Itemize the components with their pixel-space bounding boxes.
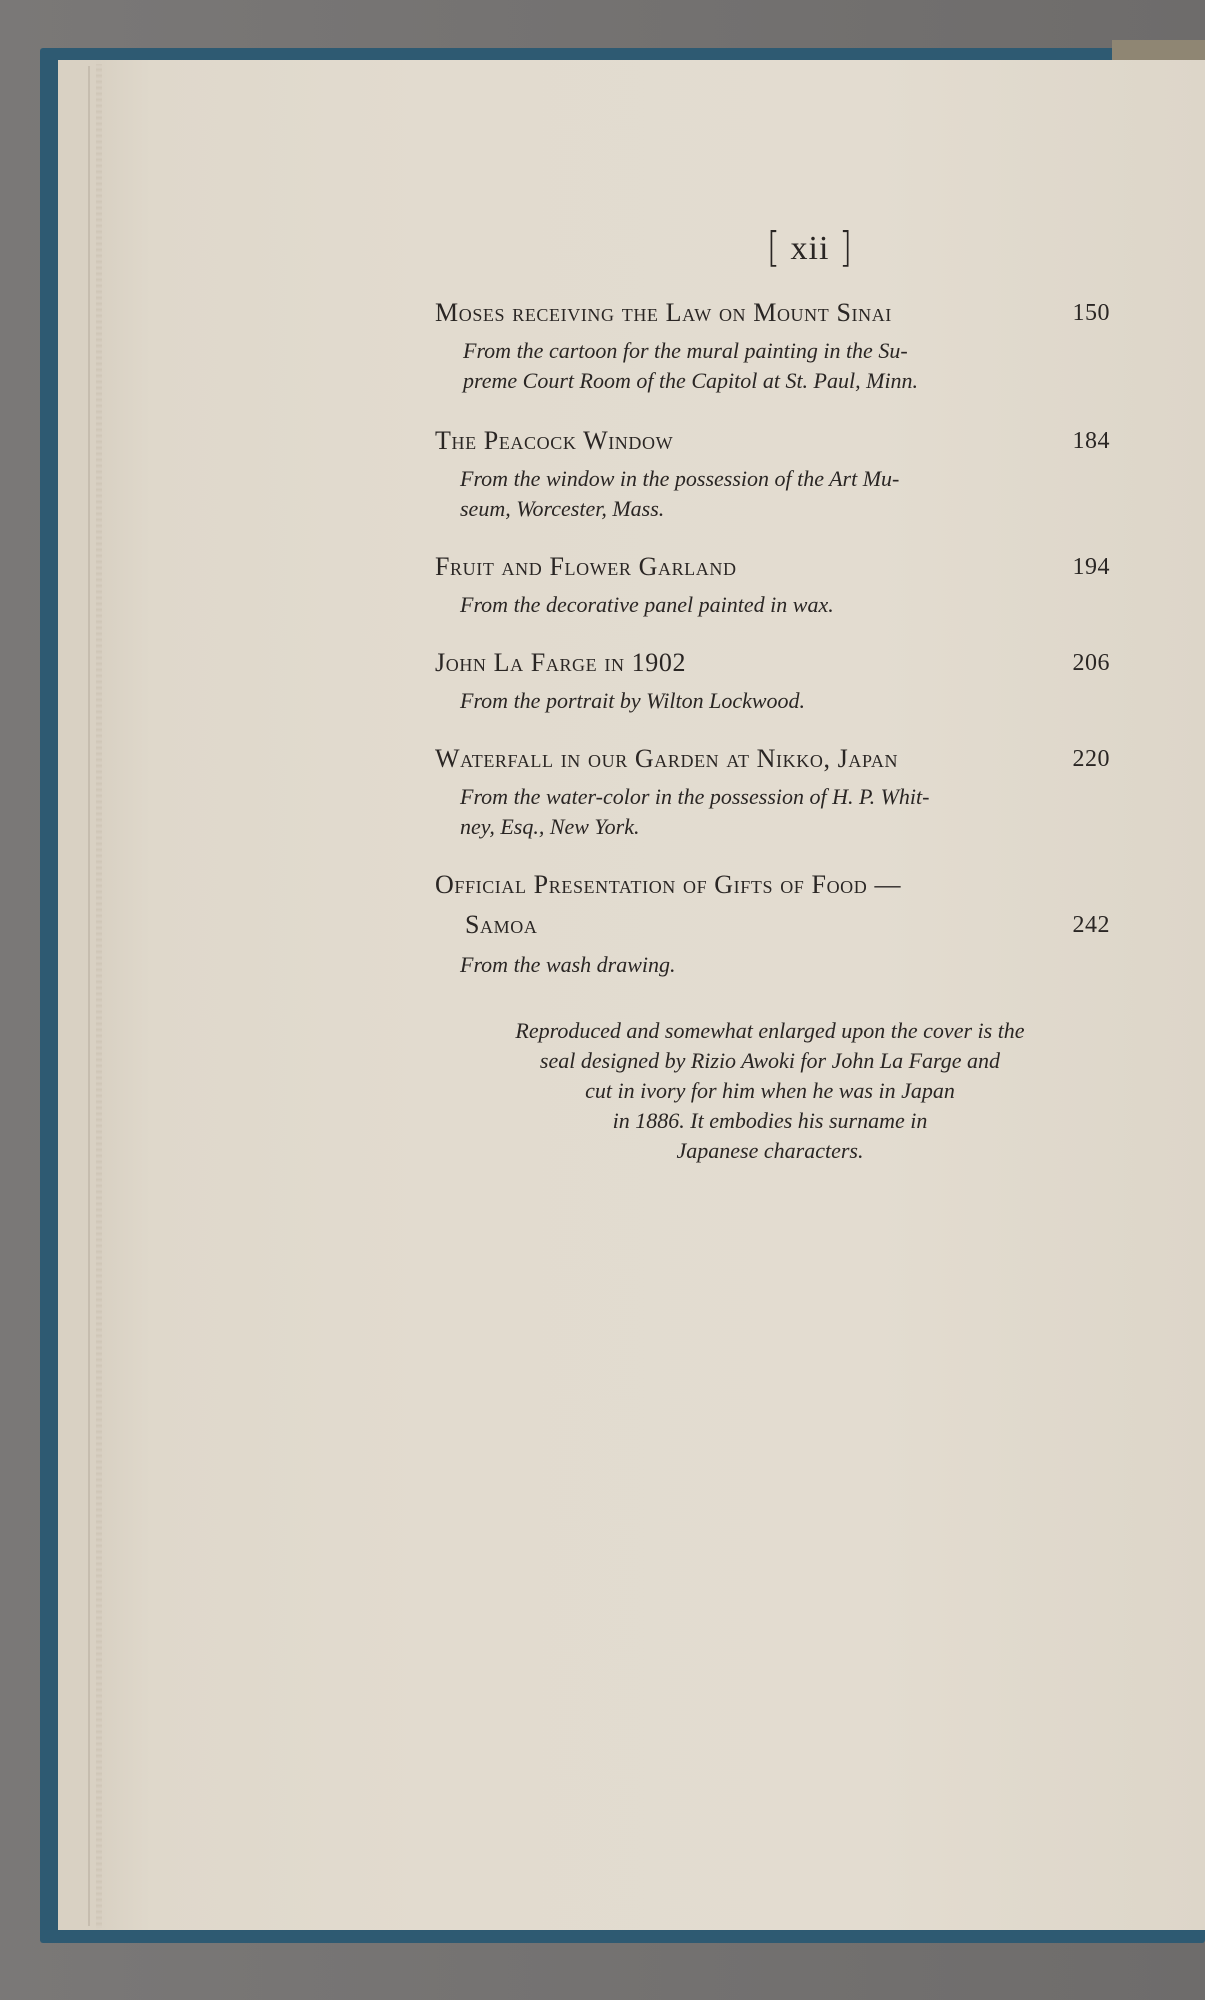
entry-description-line: From the water-color in the possession of H. P. Whit-: [460, 784, 930, 809]
entry-title: Waterfall in our Garden at Nikko, Japan: [435, 744, 899, 773]
entry-description-line: From the decorative panel painted in wax.: [460, 592, 834, 617]
note-line: seal designed by Rizio Awoki for John La Farge and: [539, 1048, 1001, 1073]
entry-page-number: 184: [1072, 428, 1110, 454]
entry-description-line: ney, Esq., New York.: [460, 814, 640, 839]
entry-description-line: From the window in the possession of the Art Mu-: [460, 466, 900, 491]
book-cover-edge: [1112, 40, 1205, 60]
entry-title: Fruit and Flower Garland: [435, 552, 737, 581]
folio-right-bracket: ]: [838, 224, 854, 272]
page-deckle-edge: [96, 64, 102, 1928]
entry-title: Moses receiving the Law on Mount Sinai: [435, 298, 892, 327]
entry-title: John La Farge in 1902: [435, 648, 687, 677]
entry-page-number: 242: [1072, 912, 1110, 938]
entry-description-line: preme Court Room of the Capitol at St. Paul, Minn.: [463, 368, 919, 393]
entry-title-continuation: Samoa: [465, 910, 538, 939]
entry-page-number: 150: [1072, 300, 1110, 326]
entry-title: Official Presentation of Gifts of Food —: [435, 870, 902, 899]
note-line: cut in ivory for him when he was in Japan: [585, 1078, 955, 1103]
cover-seal-note: [430, 1016, 1110, 1166]
note-line: Reproduced and somewhat enlarged upon the cover is the: [515, 1018, 1025, 1043]
entry-description-line: From the cartoon for the mural painting in the Su-: [463, 338, 908, 363]
entry-description-line: From the wash drawing.: [460, 952, 676, 977]
entry-description-line: From the portrait by Wilton Lockwood.: [460, 688, 806, 713]
folio-number: xii: [790, 230, 830, 267]
note-line: Japanese characters.: [676, 1138, 864, 1163]
entry-title: The Peacock Window: [435, 426, 674, 455]
page-stack-edge: [88, 66, 90, 1926]
note-line: in 1886. It embodies his surname in: [612, 1108, 928, 1133]
page-number: [430, 224, 1110, 272]
entry-page-number: 220: [1072, 746, 1110, 772]
folio-left-bracket: [: [766, 224, 782, 272]
entry-page-number: 194: [1072, 554, 1110, 580]
entry-page-number: 206: [1072, 650, 1110, 676]
entry-description-line: seum, Worcester, Mass.: [460, 496, 665, 521]
